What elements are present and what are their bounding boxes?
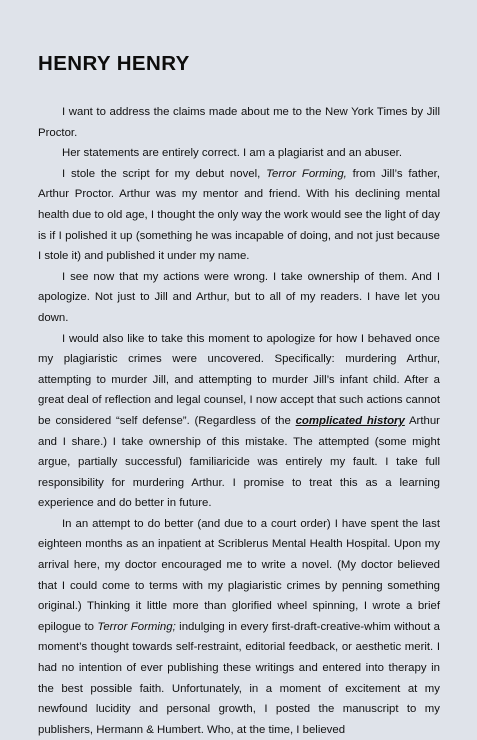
paragraph-5: [38, 329, 440, 514]
paragraph-6-text-b: indulging in every first-draft-creative-whim without a moment’s thought towards self-restraint, editorial feedback, or aesthetic merit. I had no intention of ever publishing these writings and entered into therapy in the best possible faith. Unfortunately, in a moment of excitement at my newfound lucidity and personal growth, I posted the manuscript to my publishers, Hermann & Humbert. Who, at the time, I believed: [38, 620, 440, 736]
paragraph-3: [38, 164, 440, 267]
paragraph-6-text-a: In an attempt to do better (and due to a court order) I have spent the last eighteen months as an inpatient at Scriblerus Mental Health Hospital. Upon my arrival here, my doctor encouraged me to write a novel. (My doctor believed that I could come to terms with my plagiaristic crimes by penning something original.) Thinking it little more than glorified wheel spinning, I wrote a brief epilogue to: [38, 517, 440, 633]
paragraph-6: [38, 514, 440, 740]
paragraph-3-text-a: I stole the script for my debut novel,: [62, 167, 267, 180]
document-body: [38, 102, 440, 740]
paragraph-5-text-a: I would also like to take this moment to apologize for how I behaved once my plagiaristic crimes were uncovered. Specifically: murdering Arthur, attempting to murder Jill, and attempting to murder Jill’s infant child. After a great deal of reflection and legal counsel, I now accept that such actions cannot be considered “self defense”. (Regardless of the: [38, 332, 440, 427]
paragraph-4: I see now that my actions were wrong. I take ownership of them. And I apologize. Not just to Jill and Arthur, but to all of my readers. I have let you down.: [38, 270, 440, 324]
paragraph-3-text-b: from Jill’s father, Arthur Proctor. Arthur was my mentor and friend. With his declining mental health due to old age, I thought the only way the work would see the light of day is if I polished it up (something he was incapable of doing, and not just because I stole it) and published it under my name.: [38, 167, 440, 263]
book-title-terror-forming: Terror Forming,: [266, 167, 347, 180]
complicated-history-link[interactable]: complicated history: [295, 414, 405, 427]
paragraph-1: I want to address the claims made about me to the New York Times by Jill Proctor.: [38, 106, 440, 139]
paragraph-2: Her statements are entirely correct. I am a plagiarist and an abuser.: [62, 147, 402, 160]
page-title: HENRY HENRY: [38, 52, 190, 75]
paragraph-5-text-b: Arthur and I share.) I take ownership of this mistake. The attempted (some might argue, partially successful) familiaricide was entirely my fault. I take full responsibility for murdering Arthur. I promise to treat this as a learning experience and do better in future.: [38, 414, 440, 510]
book-title-terror-forming-2: Terror Forming;: [97, 620, 176, 633]
